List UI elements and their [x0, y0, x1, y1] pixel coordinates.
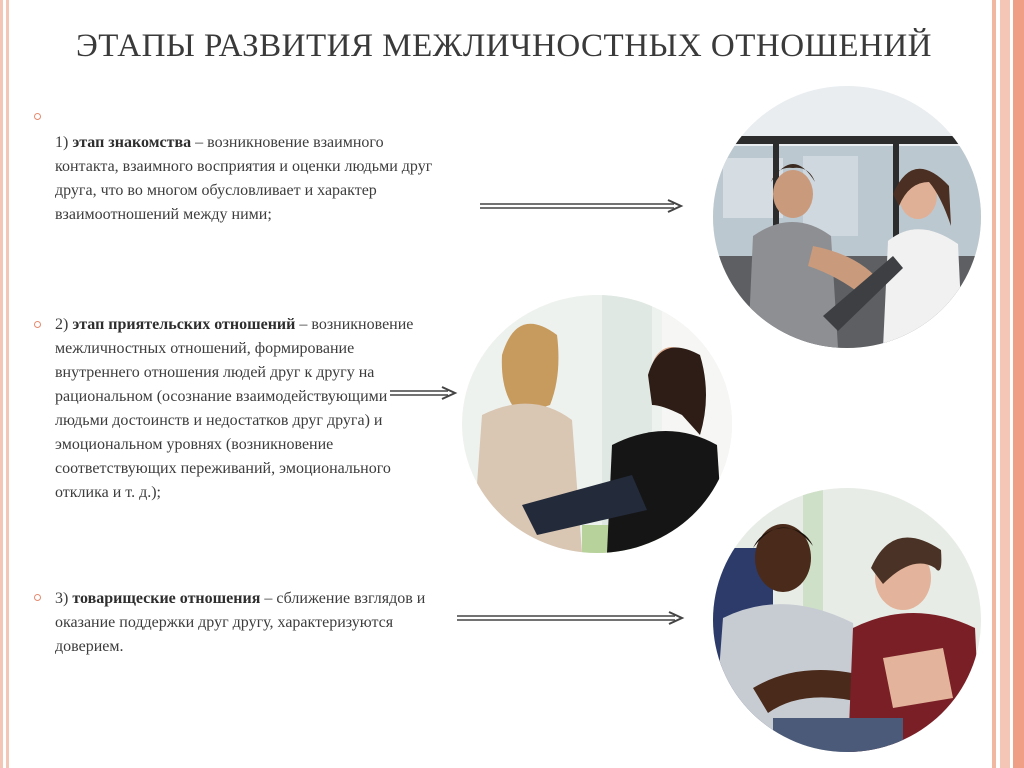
right-decorative-border: [986, 0, 1024, 768]
stage-1-term: этап знакомства: [72, 134, 192, 151]
bullet-icon: [34, 594, 41, 601]
stage-3-term: товарищеские отношения: [72, 590, 261, 607]
slide-title: ЭТАПЫ РАЗВИТИЯ МЕЖЛИЧНОСТНЫХ ОТНОШЕНИЙ: [76, 28, 933, 64]
two-men-laughing-photo: [713, 488, 981, 752]
left-decorative-border: [0, 0, 12, 768]
stage-1-number: 1): [55, 134, 69, 151]
stage-1-text: [55, 131, 435, 227]
arrow-right-icon: [478, 198, 686, 216]
stage-2-term: этап приятельских отношений: [72, 316, 296, 333]
gym-couple-photo: [713, 86, 981, 348]
stage-2-description: – возникновение межличностных отношений, формирование внутреннего отношения людей друг к другу на рациональном (осознание взаимодействующими людьми достоинств и недостатков друг друга) и эмоциональном уровнях (возникновение соответствующих переживаний, эмоционального отклика и т. д.);: [55, 316, 414, 501]
arrow-right-icon: [388, 385, 460, 403]
stage-1-description: – возникновение взаимного контакта, взаимного восприятия и оценки людьми друг друга, что во многом обусловливает и характер взаимоотношений между ними;: [55, 134, 433, 223]
stage-3-description: – сближение взглядов и оказание поддержки друг другу, характеризуются доверием.: [55, 590, 426, 655]
stage-2-number: 2): [55, 316, 69, 333]
stage-2-text: [55, 313, 435, 505]
stage-3-text: [55, 587, 435, 659]
bullet-icon: [34, 321, 41, 328]
two-women-folder-photo: [462, 295, 732, 553]
stage-3-number: 3): [55, 590, 69, 607]
arrow-right-icon: [455, 610, 687, 628]
bullet-icon: [34, 113, 41, 120]
